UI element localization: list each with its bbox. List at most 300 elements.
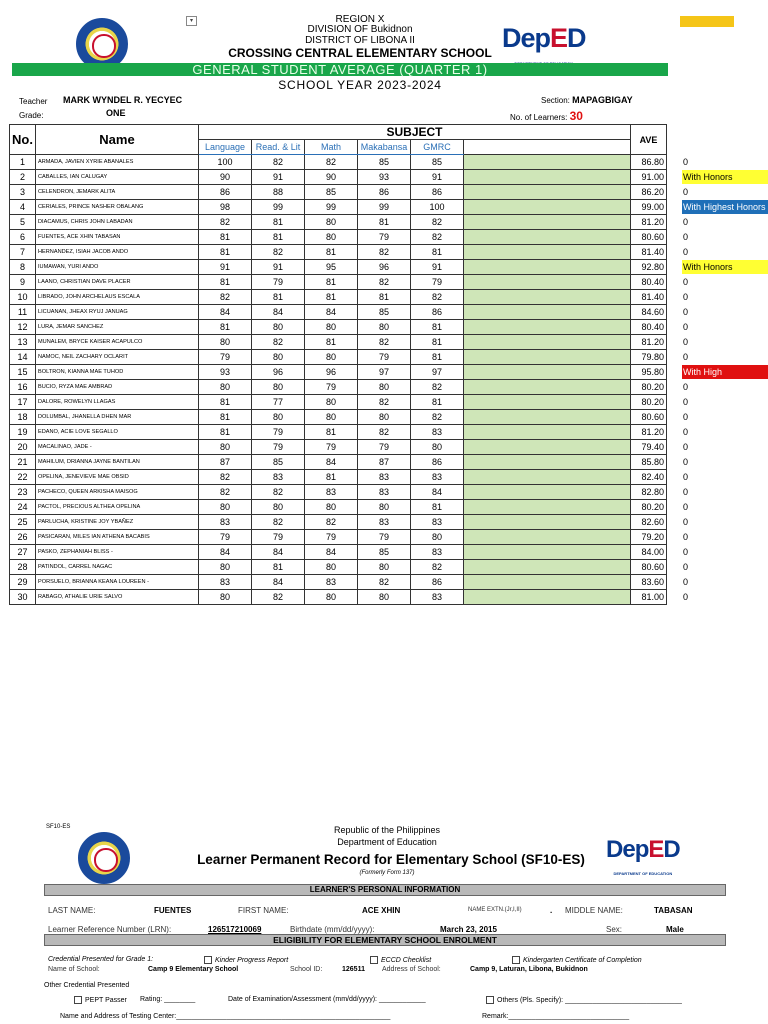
birthdate-value[interactable]: March 23, 2015	[440, 925, 497, 934]
student-name: DALORE, ROWELYN LLAGAS	[36, 395, 199, 410]
col-ave-header: AVE	[631, 125, 667, 155]
student-name: LAANO, CHRISTIAN DAVE PLACER	[36, 275, 199, 290]
grade-cell: 80	[358, 380, 411, 395]
grade-cell: 81	[305, 275, 358, 290]
grade-cell: 91	[411, 260, 464, 275]
grade-cell: 80	[358, 590, 411, 605]
grade-cell: 85	[252, 455, 305, 470]
first-name-value[interactable]: ACE XHIN	[362, 906, 401, 915]
grade-cell: 79	[252, 440, 305, 455]
student-name: ARMADA, JAVIEN XYRIE ABANALES	[36, 155, 199, 170]
blank-cell	[464, 425, 631, 440]
grade-cell: 91	[411, 170, 464, 185]
grade-cell: 96	[252, 365, 305, 380]
row-number: 24	[10, 500, 36, 515]
grade-cell: 82	[305, 515, 358, 530]
blank-cell	[464, 275, 631, 290]
honors-note: 0	[683, 502, 689, 512]
lrn-value[interactable]: 126517210069	[208, 925, 262, 934]
grade-cell: 95	[305, 260, 358, 275]
table-row	[10, 335, 667, 350]
grade-cell: 82	[252, 335, 305, 350]
grade-cell: 99	[252, 200, 305, 215]
sf10-form	[44, 822, 726, 1024]
blank-cell	[464, 515, 631, 530]
student-name: MACALINAO, JADE -	[36, 440, 199, 455]
grade-cell: 84	[411, 485, 464, 500]
grade-cell: 82	[411, 560, 464, 575]
student-name: CELENDRON, JEMARK ALITA	[36, 185, 199, 200]
grade-cell: 80	[199, 380, 252, 395]
honors-note: 0	[683, 562, 689, 572]
table-row	[10, 320, 667, 335]
deped-seal-icon	[78, 832, 130, 884]
row-number: 6	[10, 230, 36, 245]
grade-cell: 82	[358, 335, 411, 350]
grade-cell: 82	[305, 155, 358, 170]
grade-cell: 81	[199, 245, 252, 260]
deped-logo-sub: DEPARTMENT OF EDUCATION	[613, 871, 673, 876]
grade-cell: 85	[358, 545, 411, 560]
school-year: SCHOOL YEAR 2023-2024	[278, 78, 442, 92]
blank-cell	[464, 185, 631, 200]
honors-note: 0	[683, 577, 689, 587]
checkbox-icon[interactable]	[204, 956, 212, 964]
blank-cell	[464, 365, 631, 380]
grade-cell: 79	[252, 425, 305, 440]
row-number: 16	[10, 380, 36, 395]
grade-cell: 93	[358, 170, 411, 185]
grade-cell: 79	[199, 350, 252, 365]
average-cell: 84.00	[631, 545, 667, 560]
grade-cell: 83	[305, 575, 358, 590]
student-name: PASKO, ZEPHANIAH BLISS -	[36, 545, 199, 560]
grade-cell: 82	[199, 470, 252, 485]
row-number: 8	[10, 260, 36, 275]
row-number: 18	[10, 410, 36, 425]
grade-cell: 80	[305, 215, 358, 230]
blank-cell	[464, 395, 631, 410]
exam-date-field[interactable]: Date of Examination/Assessment (mm/dd/yyyy): ____________	[228, 996, 426, 1003]
kinder-report-option[interactable]: Kinder Progress Report	[204, 956, 288, 964]
grade-cell: 83	[358, 485, 411, 500]
table-row	[10, 215, 667, 230]
blank-cell	[464, 200, 631, 215]
honors-note: 0	[683, 337, 689, 347]
student-name: NAMOC, NEIL ZACHARY OCLARIT	[36, 350, 199, 365]
header-district: DISTRICT OF LIBONA II	[305, 35, 415, 46]
grade-cell: 84	[305, 455, 358, 470]
grade-cell: 79	[252, 530, 305, 545]
grade-cell: 79	[358, 440, 411, 455]
grade-cell: 82	[358, 245, 411, 260]
student-name: HERNANDEZ, ISIAH JACOB ANDO	[36, 245, 199, 260]
dropdown-arrow-icon[interactable]: ▾	[186, 16, 197, 26]
grade-cell: 81	[411, 320, 464, 335]
student-name: PACTOL, PRECIOUS ALTHEA OPELINA	[36, 500, 199, 515]
row-number: 12	[10, 320, 36, 335]
honors-note: With High	[682, 365, 768, 379]
grade-cell: 79	[199, 530, 252, 545]
grade-cell: 80	[305, 410, 358, 425]
student-name: PASICARAN, MILES IAN ATHENA BACABIS	[36, 530, 199, 545]
student-name: CERIALES, PRINCE NASHER OBALANG	[36, 200, 199, 215]
grade-cell: 77	[252, 395, 305, 410]
grade-cell: 91	[199, 260, 252, 275]
grade-cell: 79	[305, 530, 358, 545]
grade-cell: 83	[411, 590, 464, 605]
table-row	[10, 245, 667, 260]
checkbox-icon[interactable]	[74, 996, 82, 1004]
blank-cell	[464, 530, 631, 545]
grade-cell: 93	[199, 365, 252, 380]
grade-cell: 100	[411, 200, 464, 215]
grades-table	[9, 124, 667, 605]
eccd-option[interactable]: ECCD Checklist	[370, 956, 431, 964]
row-number: 3	[10, 185, 36, 200]
honors-note: 0	[683, 472, 689, 482]
table-row	[10, 440, 667, 455]
grade-cell: 82	[411, 410, 464, 425]
grade-cell: 80	[199, 560, 252, 575]
table-row	[10, 545, 667, 560]
grade-cell: 80	[199, 440, 252, 455]
row-number: 19	[10, 425, 36, 440]
grade-cell: 80	[199, 590, 252, 605]
grade-cell: 80	[305, 320, 358, 335]
table-row	[10, 455, 667, 470]
birthdate-label: Birthdate (mm/dd/yyyy):	[290, 925, 375, 934]
average-cell: 80.40	[631, 320, 667, 335]
deped-logo	[606, 838, 680, 886]
average-cell: 81.20	[631, 335, 667, 350]
grade-cell: 85	[358, 155, 411, 170]
subject-header: SUBJECT	[199, 125, 631, 140]
grade-cell: 80	[411, 530, 464, 545]
table-row	[10, 155, 667, 170]
deped-logo-text: DepED	[606, 836, 680, 863]
average-cell: 80.60	[631, 230, 667, 245]
row-number: 29	[10, 575, 36, 590]
school-id-value[interactable]: 126511	[342, 966, 365, 973]
blank-cell	[464, 485, 631, 500]
student-name: LICUANAN, JHEAX RYUJ JANUAG	[36, 305, 199, 320]
table-row	[10, 365, 667, 380]
row-number: 5	[10, 215, 36, 230]
form-code: SF10-ES	[46, 824, 71, 830]
table-row	[10, 560, 667, 575]
grade-cell: 79	[358, 230, 411, 245]
blank-cell	[464, 440, 631, 455]
eligibility-header: ELIGIBILITY FOR ELEMENTARY SCHOOL ENROLMENT	[44, 934, 726, 946]
blank-cell	[464, 290, 631, 305]
section-value: MAPAGBIGAY	[572, 95, 633, 105]
grade-cell: 82	[358, 395, 411, 410]
blank-col-header	[464, 140, 631, 155]
grade-cell: 82	[411, 215, 464, 230]
honors-note: 0	[683, 217, 689, 227]
others-option[interactable]: Others (Pls. Specify): ______________________________	[486, 996, 682, 1004]
blank-cell	[464, 245, 631, 260]
grade-cell: 81	[411, 350, 464, 365]
grade-cell: 82	[411, 290, 464, 305]
blank-cell	[464, 260, 631, 275]
honors-note: 0	[683, 307, 689, 317]
sex-value[interactable]: Male	[666, 925, 684, 934]
average-cell: 80.60	[631, 560, 667, 575]
name-ext-value[interactable]: .	[550, 906, 553, 915]
row-number: 17	[10, 395, 36, 410]
last-name-value[interactable]: FUENTES	[154, 906, 192, 915]
grade-cell: 82	[252, 245, 305, 260]
table-row	[10, 305, 667, 320]
pept-option[interactable]: PEPT Passer	[74, 996, 127, 1004]
grade-cell: 86	[411, 305, 464, 320]
grade-cell: 87	[199, 455, 252, 470]
honors-note: 0	[683, 457, 689, 467]
grade-cell: 82	[358, 275, 411, 290]
blank-cell	[464, 335, 631, 350]
student-name: RABAGO, ATHALIE URIE SALVO	[36, 590, 199, 605]
grade-cell: 80	[358, 320, 411, 335]
middle-name-value[interactable]: TABASAN	[654, 906, 693, 915]
grade-cell: 80	[305, 350, 358, 365]
row-number: 1	[10, 155, 36, 170]
grade-cell: 81	[305, 290, 358, 305]
grade-cell: 83	[358, 515, 411, 530]
rating-field[interactable]: Rating: ________	[140, 996, 196, 1003]
average-cell: 92.80	[631, 260, 667, 275]
honors-note: With Honors	[682, 170, 768, 184]
honors-note: 0	[683, 487, 689, 497]
grade-cell: 81	[305, 425, 358, 440]
learners-count: 30	[569, 109, 583, 123]
student-name: DIACAMUS, CHRIS JOHN LABADAN	[36, 215, 199, 230]
grade-cell: 81	[305, 470, 358, 485]
grade-cell: 84	[199, 305, 252, 320]
col-no-header: No.	[10, 125, 36, 155]
highlight-strip	[680, 16, 734, 27]
grade-cell: 81	[199, 410, 252, 425]
average-cell: 80.20	[631, 500, 667, 515]
row-number: 4	[10, 200, 36, 215]
table-row	[10, 590, 667, 605]
header-school: CROSSING CENTRAL ELEMENTARY SCHOOL	[228, 46, 492, 60]
checkbox-icon[interactable]	[370, 956, 378, 964]
table-row	[10, 350, 667, 365]
grade-cell: 87	[358, 455, 411, 470]
grade-cell: 100	[199, 155, 252, 170]
grade-cell: 81	[199, 395, 252, 410]
grade-cell: 80	[305, 500, 358, 515]
col-name-header: Name	[36, 125, 199, 155]
average-cell: 83.60	[631, 575, 667, 590]
checkbox-icon[interactable]	[512, 956, 520, 964]
grade-cell: 82	[252, 590, 305, 605]
checkbox-icon[interactable]	[486, 996, 494, 1004]
average-cell: 91.00	[631, 170, 667, 185]
form-title: Learner Permanent Record for Elementary School (SF10-ES)	[197, 852, 585, 867]
table-row	[10, 410, 667, 425]
grade-cell: 79	[252, 275, 305, 290]
grade-cell: 91	[252, 260, 305, 275]
section-label: Section:	[541, 96, 570, 105]
grade-cell: 84	[199, 545, 252, 560]
row-number: 7	[10, 245, 36, 260]
average-cell: 81.20	[631, 425, 667, 440]
grade-cell: 99	[358, 200, 411, 215]
grade-cell: 79	[358, 350, 411, 365]
grade-cell: 81	[305, 245, 358, 260]
student-name: EDANO, ACIE LOVE SEGALLO	[36, 425, 199, 440]
report-banner: GENERAL STUDENT AVERAGE (QUARTER 1)	[12, 63, 668, 76]
blank-cell	[464, 350, 631, 365]
row-number: 26	[10, 530, 36, 545]
school-name-value[interactable]: Camp 9 Elementary School	[148, 966, 239, 973]
grade-cell: 81	[411, 245, 464, 260]
row-number: 20	[10, 440, 36, 455]
table-row	[10, 170, 667, 185]
grade-cell: 83	[358, 470, 411, 485]
row-number: 15	[10, 365, 36, 380]
table-row	[10, 200, 667, 215]
table-row	[10, 425, 667, 440]
row-number: 2	[10, 170, 36, 185]
grade-value: ONE	[106, 108, 126, 118]
school-address-label: Address of School:	[382, 966, 441, 973]
honors-note: 0	[683, 412, 689, 422]
average-cell: 81.20	[631, 215, 667, 230]
average-cell: 81.40	[631, 245, 667, 260]
average-cell: 80.20	[631, 380, 667, 395]
honors-note: 0	[683, 517, 689, 527]
student-name: CABALLES, IAN CALUGAY	[36, 170, 199, 185]
grade-cell: 80	[305, 590, 358, 605]
grade-cell: 80	[305, 230, 358, 245]
blank-cell	[464, 590, 631, 605]
student-name: LIBRADO, JOHN ARCHELAUS ESCALA	[36, 290, 199, 305]
student-name: IUMAWAN, YURI ANDO	[36, 260, 199, 275]
row-number: 21	[10, 455, 36, 470]
average-cell: 86.20	[631, 185, 667, 200]
average-cell: 86.80	[631, 155, 667, 170]
honors-note: 0	[683, 592, 689, 602]
grade-cell: 80	[199, 335, 252, 350]
row-number: 14	[10, 350, 36, 365]
honors-note: 0	[683, 322, 689, 332]
row-number: 13	[10, 335, 36, 350]
average-cell: 81.00	[631, 590, 667, 605]
table-row	[10, 275, 667, 290]
learners-field	[510, 109, 583, 123]
kinder-cert-option[interactable]: Kindergarten Certificate of Completion	[512, 956, 642, 964]
grade-cell: 81	[199, 320, 252, 335]
credential-label: Credential Presented for Grade 1:	[48, 956, 154, 963]
grade-cell: 81	[252, 215, 305, 230]
grade-cell: 82	[252, 485, 305, 500]
student-name: BUCIO, RYZA MAE AMBRAD	[36, 380, 199, 395]
grade-cell: 90	[199, 170, 252, 185]
subject-col-header: Read. & Lit	[252, 140, 305, 155]
grade-cell: 83	[411, 545, 464, 560]
learners-label: No. of Learners:	[510, 113, 568, 122]
blank-cell	[464, 320, 631, 335]
average-cell: 79.20	[631, 530, 667, 545]
grade-cell: 83	[199, 515, 252, 530]
grade-cell: 79	[305, 380, 358, 395]
grade-cell: 80	[252, 500, 305, 515]
grade-cell: 80	[199, 500, 252, 515]
student-name: PORSUELO, BRIANNA KEANA LOUREEN -	[36, 575, 199, 590]
table-row	[10, 395, 667, 410]
row-number: 9	[10, 275, 36, 290]
table-row	[10, 260, 667, 275]
grade-cell: 81	[199, 425, 252, 440]
table-row	[10, 185, 667, 200]
form-department: Department of Education	[337, 837, 437, 847]
grade-cell: 86	[358, 185, 411, 200]
grade-cell: 97	[411, 365, 464, 380]
header-division: DIVISION OF Bukidnon	[307, 24, 413, 35]
student-name: LURA, JEMAR SANCHEZ	[36, 320, 199, 335]
grade-cell: 82	[252, 155, 305, 170]
grade-cell: 82	[252, 515, 305, 530]
grade-cell: 82	[358, 575, 411, 590]
form-formerly: (Formerly Form 137)	[359, 870, 415, 876]
last-name-label: LAST NAME:	[48, 906, 96, 915]
table-row	[10, 290, 667, 305]
other-credential-label: Other Credential Presented	[44, 982, 130, 989]
honors-note: With Honors	[682, 260, 768, 274]
testing-center-field[interactable]: Name and Address of Testing Center:_______________________________________________________	[60, 1013, 391, 1020]
row-number: 25	[10, 515, 36, 530]
school-address-value[interactable]: Camp 9, Laturan, Libona, Bukidnon	[470, 966, 588, 973]
blank-cell	[464, 500, 631, 515]
grade-cell: 81	[252, 230, 305, 245]
grade-cell: 81	[199, 230, 252, 245]
table-row	[10, 485, 667, 500]
average-cell: 80.20	[631, 395, 667, 410]
student-name: OPELINA, JENEVIEVE MAE OBSID	[36, 470, 199, 485]
grade-cell: 80	[305, 395, 358, 410]
grade-cell: 81	[252, 290, 305, 305]
grade-cell: 80	[358, 410, 411, 425]
table-row	[10, 380, 667, 395]
grade-cell: 80	[411, 440, 464, 455]
grade-cell: 84	[252, 575, 305, 590]
honors-note: 0	[683, 427, 689, 437]
average-cell: 79.80	[631, 350, 667, 365]
average-cell: 84.60	[631, 305, 667, 320]
grade-cell: 83	[411, 470, 464, 485]
grade-cell: 82	[199, 215, 252, 230]
section-field	[541, 95, 633, 105]
student-name: PARLUCHA, KRISTINE JOY YBAÑEZ	[36, 515, 199, 530]
grade-cell: 81	[199, 275, 252, 290]
subject-col-header: Language	[199, 140, 252, 155]
grade-cell: 86	[411, 455, 464, 470]
teacher-name: MARK WYNDEL R. YECYEC	[63, 95, 183, 105]
blank-cell	[464, 470, 631, 485]
form-republic: Republic of the Philippines	[333, 825, 441, 835]
grade-label: Grade:	[19, 111, 44, 120]
grade-cell: 80	[305, 560, 358, 575]
student-name: PATINDOL, CARREL NAGAC	[36, 560, 199, 575]
student-name: BOLTRON, KIANNA MAE TUHOD	[36, 365, 199, 380]
grade-cell: 85	[358, 305, 411, 320]
remark-field[interactable]: Remark:_______________________________	[482, 1013, 630, 1020]
honors-note: 0	[683, 157, 689, 167]
